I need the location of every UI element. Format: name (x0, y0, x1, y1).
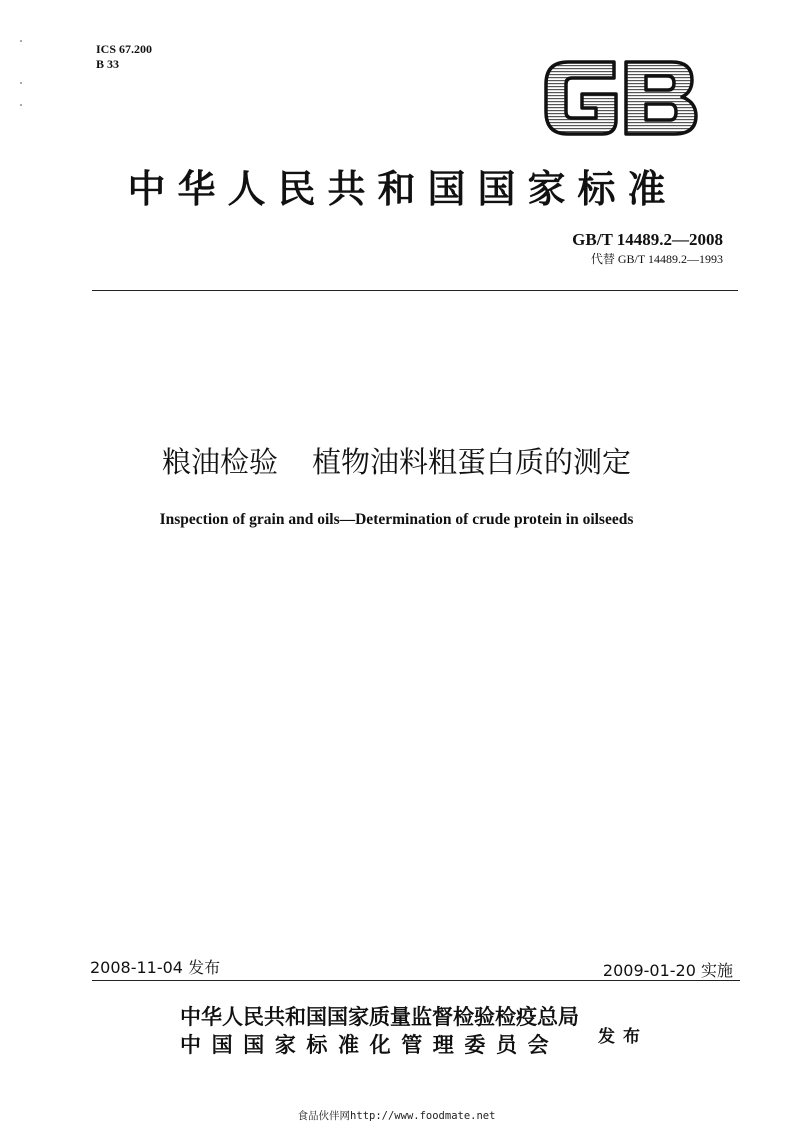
gb-logo-icon (540, 56, 702, 140)
scan-mark (20, 40, 22, 42)
publish-label: 发布 (598, 1027, 648, 1047)
implementation-date: 2009-01-20 实施 (602, 961, 733, 980)
scan-mark (20, 104, 22, 106)
ccs-code: B 33 (96, 57, 120, 71)
chinese-title-part2: 植物油料粗蛋白质的测定 (312, 445, 632, 479)
footer-watermark (0, 1108, 793, 1123)
chinese-title (0, 440, 793, 481)
footer-site-name: 食品伙伴网 (297, 1110, 351, 1122)
chinese-title-part1: 粮油检验 (161, 445, 278, 479)
standard-number: GB/T 14489.2—2008 (572, 230, 723, 249)
top-divider (92, 290, 738, 291)
classification-codes (96, 42, 152, 72)
issuing-authorities (180, 1003, 579, 1059)
footer-url[interactable]: http://www.foodmate.net (350, 1110, 496, 1122)
english-title: Inspection of grain and oils—Determination of crude protein in oilseeds (159, 511, 634, 528)
replaces-standard: 代替 GB/T 14489.2—1993 (590, 252, 723, 266)
scan-mark (20, 82, 22, 84)
bottom-divider (92, 980, 740, 981)
ics-code: ICS 67.200 (96, 42, 153, 56)
national-standard-title: 中华人民共和国国家标准 (127, 166, 678, 211)
issuer-line-1: 中华人民共和国国家质量监督检验检疫总局 (180, 1004, 579, 1029)
issue-date: 2008-11-04 发布 (90, 958, 221, 977)
issuer-line-2: 中国国家标准化管理委员会 (180, 1032, 560, 1057)
